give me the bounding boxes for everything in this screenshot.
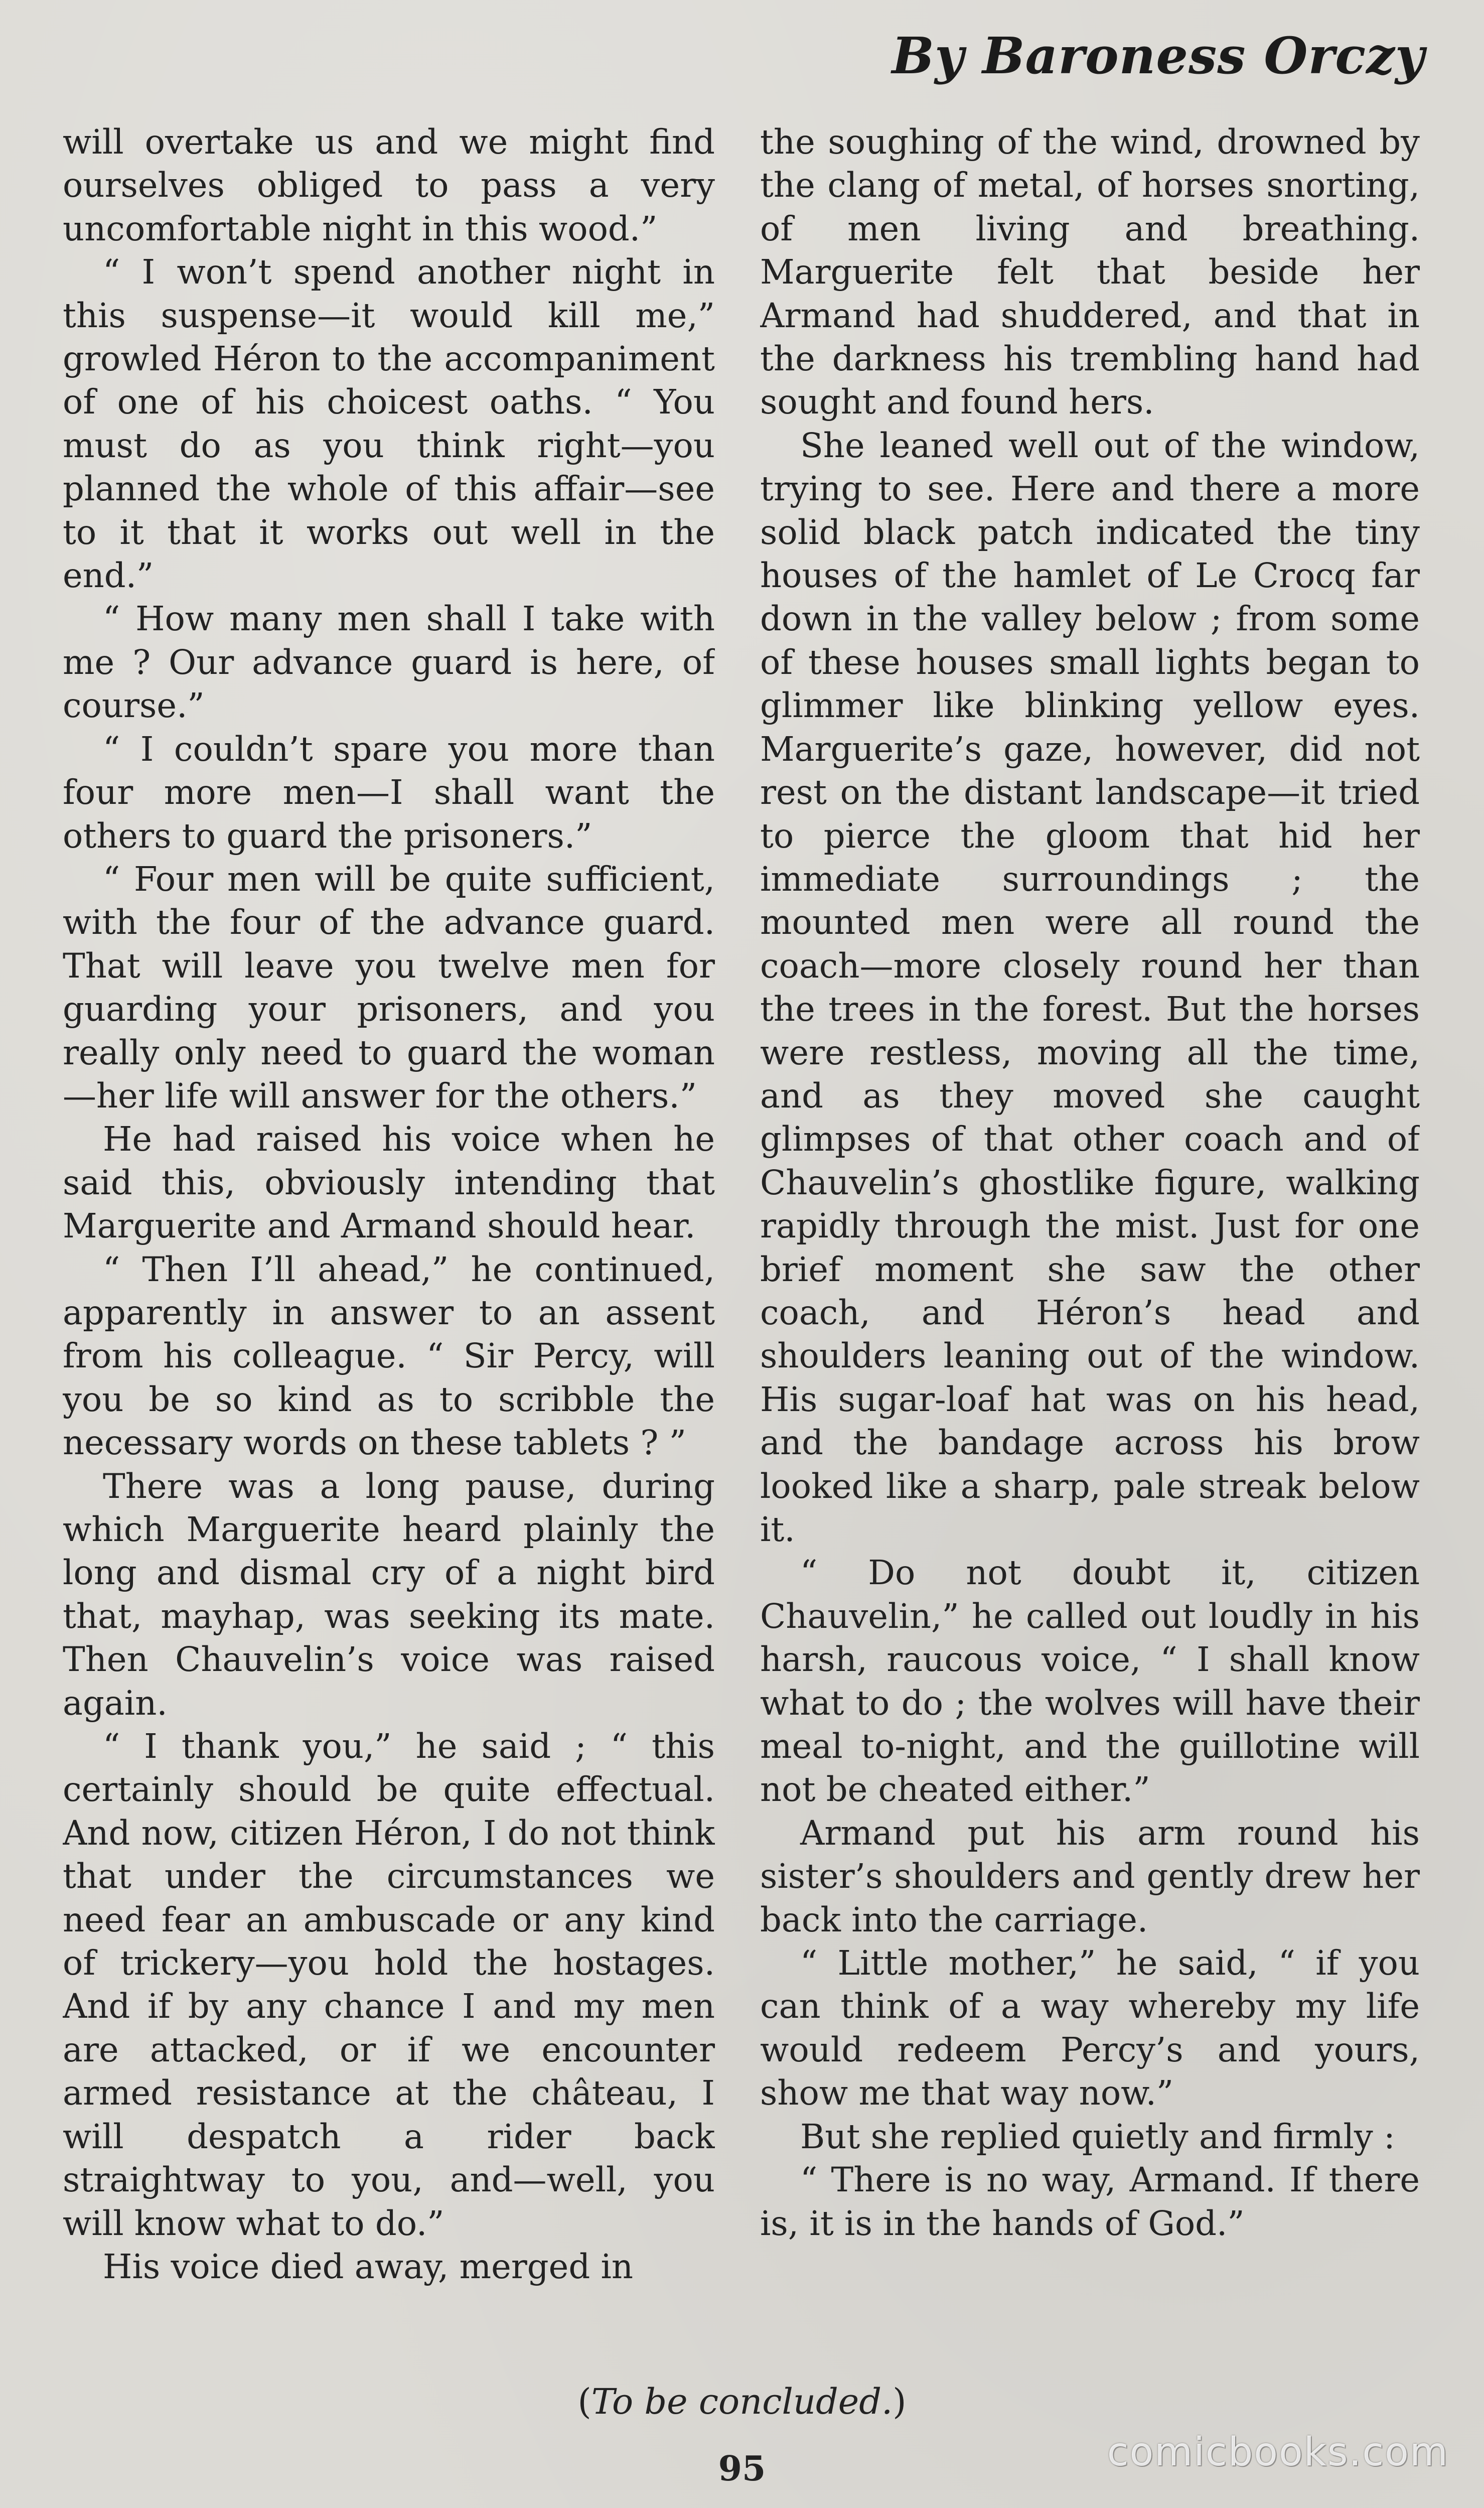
paragraph: “ I won’t spend another night in this suspense—it would kill me,” growled Héron to the accompaniment of one of his choicest oaths. “ You must do as you think right—you planned the whole of this affair—see to it that it works out well in the end.” xyxy=(63,252,715,596)
paragraph: “ Do not doubt it, citizen Chauvelin,” he called out loudly in his harsh, raucous voice, “ I shall know what to do ; the wolves will have their meal to-night, and the guillotine will not be cheated either.” xyxy=(760,1553,1420,1809)
paragraph: “ Little mother,” he said, “ if you can think of a way whereby my life would redeem Percy’s and yours, show me that way now.” xyxy=(760,1943,1420,2113)
paragraph: “ There is no way, Armand. If there is, it is in the hands of God.” xyxy=(760,2160,1420,2243)
author-byline: By Baroness Orczy xyxy=(892,26,1425,85)
paragraph: “ How many men shall I take with me ? Our advance guard is here, of course.” xyxy=(63,599,715,726)
paragraph: Armand put his arm round his sister’s shoulders and gently drew her back into the carriage. xyxy=(760,1813,1420,1939)
paragraph: He had raised his voice when he said this, obviously intending that Marguerite and Armand should hear. xyxy=(63,1120,715,1246)
concluded-text: To be concluded. xyxy=(591,2381,893,2422)
paragraph: She leaned well out of the window, trying to see. Here and there a more solid black patch indicated the tiny houses of the hamlet of Le Crocq far down in the valley below ; from some of these houses small lights began to glimmer like blinking yellow eyes. Marguerite’s gaze, however, did not rest on the distant landscape—it tried to pierce the gloom that hid her immediate surroundings ; the mounted men were all round the coach—more closely round her than the trees in the forest. But the horses were restless, moving all the time, and as they moved she caught glimpses of that other coach and of Chauvelin’s ghostlike figure, walking rapidly through the mist. Just for one brief moment she saw the other coach, and Héron’s head and shoulders leaning out of the window. His sugar-loaf hat was on his head, and the bandage across his brow looked like a sharp, pale streak below it. xyxy=(760,426,1420,1549)
paragraph: “ Then I’ll ahead,” he continued, apparently in answer to an assent from his colleague. “ Sir Percy, will you be so kind as to scribble the necessary words on these tablets ? ” xyxy=(63,1249,715,1463)
paragraph: the soughing of the wind, drowned by the clang of metal, of horses snorting, of men living and breathing. Marguerite felt that beside her Armand had shuddered, and that in the darkness his trembling hand had sought and found hers. xyxy=(760,122,1420,422)
paragraph: There was a long pause, during which Marguerite heard plainly the long and dismal cry of a night bird that, mayhap, was seeking its mate. Then Chauvelin’s voice was raised again. xyxy=(63,1466,715,1723)
page-number: 95 xyxy=(718,2449,766,2489)
close-paren: ) xyxy=(893,2381,907,2422)
site-watermark: comicbooks.com xyxy=(1107,2430,1449,2475)
paragraph: His voice died away, merged in xyxy=(103,2247,634,2286)
paragraph: will overtake us and we might find ourselves obliged to pass a very uncomfortable night in this wood.” xyxy=(63,122,715,248)
open-paren: ( xyxy=(577,2381,591,2422)
paragraph: “ Four men will be quite sufficient, with the four of the advance guard. That will leave you twelve men for guarding your prisoners, and you really only need to guard the woman—her life will answer for the others.” xyxy=(63,859,715,1116)
to-be-concluded-note xyxy=(0,2381,1484,2422)
left-text-column xyxy=(63,120,715,2323)
paragraph: “ I couldn’t spare you more than four more men—I shall want the others to guard the prisoners.” xyxy=(63,729,715,856)
paragraph: “ I thank you,” he said ; “ this certainly should be quite effectual. And now, citizen Héron, I do not think that under the circumstances we need fear an ambuscade or any kind of trickery—you hold the hostages. And if by any chance I and my men are attacked, or if we encounter armed resistance at the château, I will despatch a rider back straightway to you, and—well, you will know what to do.” xyxy=(63,1727,715,2243)
paragraph: But she replied quietly and firmly : xyxy=(800,2117,1395,2156)
right-text-column xyxy=(760,120,1420,2323)
